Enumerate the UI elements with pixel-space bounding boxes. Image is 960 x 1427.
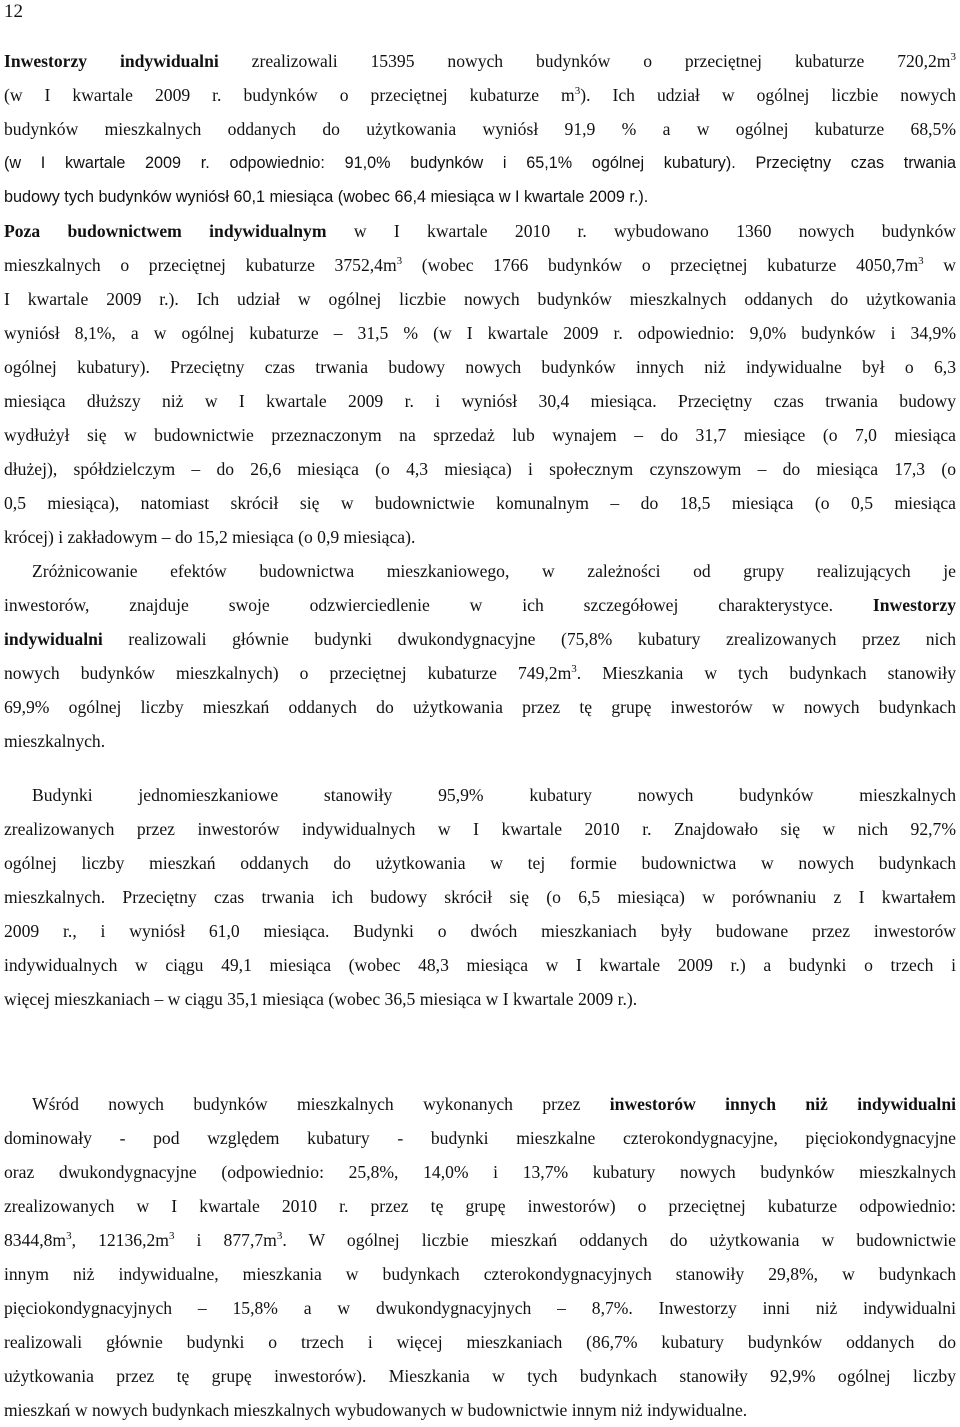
text-line (4, 350, 956, 384)
bold-term: indywidualni (4, 629, 103, 649)
text-run: zrealizowali 15395 nowych budynków o przeciętnej kubaturze 720,2m (218, 51, 951, 71)
text-line (4, 846, 956, 880)
text-run: budowy tych budynków wyniósł 60,1 miesiąca (wobec 66,4 miesiąca w I kwartale 2009 r.). (4, 188, 649, 206)
text-line (4, 1359, 956, 1393)
text-line (4, 180, 956, 214)
text-run: krócej) i zakładowym – do 15,2 miesiąca (o 0,9 miesiąca). (4, 527, 416, 547)
text-line (4, 418, 956, 452)
text-line (4, 1325, 956, 1359)
superscript: 3 (276, 1230, 283, 1242)
text-run: (w I kwartale 2009 r. budynków o przeciętnej kubaturze m (4, 85, 575, 105)
text-line (4, 982, 956, 1016)
text-run: budynków mieszkalnych oddanych do użytkowania wyniósł 91,9 % a w ogólnej kubaturze 68,5% (4, 119, 956, 139)
text-run: dłużej), spółdzielczym – do 26,6 miesiąca (o 4,3 miesiąca) i społecznym czynszowym – do miesiąca 17,3 (o (4, 459, 956, 479)
text-run: (w I kwartale 2009 r. odpowiednio: 91,0% budynków i 65,1% ogólnej kubatury). Przeciętny czas trwania (4, 154, 956, 172)
text-run: 0,5 miesiąca), natomiast skrócił się w budownictwie komunalnym – do 18,5 miesiąca (o 0,5 miesiąca (4, 493, 956, 513)
bold-term: Inwestorzy indywidualni (4, 51, 219, 71)
text-line (4, 880, 956, 914)
text-line (4, 1393, 956, 1427)
text-line (4, 622, 956, 656)
text-run: zrealizowanych w I kwartale 2010 r. przez tę grupę inwestorów) o przeciętnej kubaturze odpowiednio: (4, 1196, 956, 1216)
text-run: realizowali głównie budynki o trzech i więcej mieszkaniach (86,7% kubatury budynków oddanych do (4, 1332, 956, 1352)
text-run: wyniósł 8,1%, a w ogólnej kubaturze – 31,5 % (w I kwartale 2009 r. odpowiednio: 9,0% budynków i 34,9% (4, 323, 956, 343)
text-run: 69,9% ogólnej liczby mieszkań oddanych do użytkowania przez tę grupę inwestorów w nowych budynkach (4, 697, 956, 717)
paragraph-investor-groups (4, 554, 956, 758)
text-run: Budynki jednomieszkaniowe stanowiły 95,9% kubatury nowych budynków mieszkalnych (32, 785, 956, 805)
text-run: ogólnej liczby mieszkań oddanych do użytkowania w tej formie budownictwa w nowych budynkach (4, 853, 956, 873)
text-run: pięciokondygnacyjnych – 15,8% a w dwukondygnacyjnych – 8,7%. Inwestorzy inni niż indywidualni (4, 1298, 956, 1318)
text-line (4, 452, 956, 486)
text-line (4, 248, 956, 282)
text-run: w (923, 255, 956, 275)
text-run: . Mieszkania w tych budynkach stanowiły (576, 663, 956, 683)
text-run: . W ogólnej liczbie mieszkań oddanych do użytkowania w budownictwie (282, 1230, 956, 1250)
text-line (4, 78, 956, 112)
text-line (4, 1223, 956, 1257)
text-line (4, 588, 956, 622)
text-run: więcej mieszkaniach – w ciągu 35,1 miesiąca (wobec 36,5 miesiąca w I kwartale 2009 r.). (4, 989, 638, 1009)
text-run: ). Ich udział w ogólnej liczbie nowych (580, 85, 956, 105)
text-run: miesiąca dłuższy niż w I kwartale 2009 r. i wyniósł 30,4 miesiąca. Przeciętny czas trwania budowy (4, 391, 956, 411)
text-line (4, 1121, 956, 1155)
superscript: 3 (66, 1230, 72, 1242)
text-run: mieszkalnych. (4, 731, 106, 751)
text-run: w I kwartale 2010 r. wybudowano 1360 nowych budynków (326, 221, 956, 241)
bold-term: inwestorów innych niż indywidualni (609, 1094, 956, 1114)
text-line (4, 724, 956, 758)
text-line (4, 282, 956, 316)
paragraph-single-family (4, 778, 956, 1016)
text-line (4, 948, 956, 982)
superscript: 3 (571, 663, 577, 675)
text-line (4, 914, 956, 948)
superscript: 3 (918, 255, 924, 267)
text-run: dominowały - pod względem kubatury - budynki mieszkalne czterokondygnacyjne, pięciokondygnacyjne (4, 1128, 956, 1148)
text-run: oraz dwukondygnacyjne (odpowiednio: 25,8%, 14,0% i 13,7% kubatury nowych budynków mieszkalnych (4, 1162, 956, 1182)
text-run: mieszkalnych. Przeciętny czas trwania ich budowy skrócił się (o 6,5 miesiąca) w porównaniu z I kwartałem (4, 887, 956, 907)
text-run: 2009 r., i wyniósł 61,0 miesiąca. Budynki o dwóch mieszkaniach były budowane przez inwestorów (4, 921, 956, 941)
text-run: mieszkalnych o przeciętnej kubaturze 3752,4m (4, 255, 397, 275)
text-line (4, 778, 956, 812)
text-run: ogólnej kubatury). Przeciętny czas trwania budowy nowych budynków innych niż indywidualne był o 6,3 (4, 357, 956, 377)
text-line (4, 812, 956, 846)
text-run: Zróżnicowanie efektów budownictwa mieszkaniowego, w zależności od grupy realizujących je (32, 561, 956, 581)
text-run: zrealizowanych przez inwestorów indywidualnych w I kwartale 2010 r. Znajdowało się w nich 92,7% (4, 819, 956, 839)
superscript: 3 (396, 255, 403, 267)
text-run: inwestorów, znajduje swoje odzwierciedlenie w ich szczegółowej charakterystyce. (4, 595, 873, 615)
text-line (4, 690, 956, 724)
text-run: użytkowania przez tę grupę inwestorów). Mieszkania w tych budynkach stanowiły 92,9% ogólnej liczby (4, 1366, 956, 1386)
text-run: Wśród nowych budynków mieszkalnych wykonanych przez (32, 1094, 610, 1114)
text-run: innym niż indywidualne, mieszkania w budynkach czterokondygnacyjnych stanowiły 29,8%, w budynkach (4, 1264, 956, 1284)
paragraph-individual-investors (4, 44, 956, 554)
bold-term: Poza budownictwem indywidualnym (4, 221, 327, 241)
bold-term: Inwestorzy (872, 595, 956, 615)
text-run: wydłużył się w budownictwie przeznaczonym na sprzedaż lub wynajem – do 31,7 miesiące (o 7,0 miesiąca (4, 425, 956, 445)
paragraph-other-investors (4, 1087, 956, 1427)
text-line (4, 1291, 956, 1325)
text-line (4, 44, 956, 78)
text-run: I kwartale 2009 r.). Ich udział w ogólnej liczbie nowych budynków mieszkalnych oddanych do użytkowania (4, 289, 956, 309)
text-line (4, 1257, 956, 1291)
text-run: 8344,8m (4, 1230, 67, 1250)
text-line (4, 146, 956, 180)
superscript: 3 (950, 51, 956, 63)
text-run: , 12136,2m (71, 1230, 169, 1250)
text-line (4, 112, 956, 146)
text-line (4, 554, 956, 588)
superscript: 3 (574, 85, 581, 97)
text-run: (wobec 1766 budynków o przeciętnej kubaturze 4050,7m (402, 255, 919, 275)
text-run: indywidualnych w ciągu 49,1 miesiąca (wobec 48,3 miesiąca w I kwartale 2009 r.) a budynki o trzech i (4, 955, 956, 975)
text-line (4, 520, 956, 554)
text-run: mieszkań w nowych budynkach mieszkalnych wybudowanych w budownictwie innym niż indywidualne. (4, 1400, 748, 1420)
text-run: nowych budynków mieszkalnych) o przeciętnej kubaturze 749,2m (4, 663, 572, 683)
text-line (4, 486, 956, 520)
text-line (4, 384, 956, 418)
text-line (4, 1189, 956, 1223)
text-run: realizowali głównie budynki dwukondygnacyjne (75,8% kubatury zrealizowanych przez nich (102, 629, 956, 649)
text-line (4, 316, 956, 350)
text-line (4, 1087, 956, 1121)
text-line (4, 656, 956, 690)
page-number: 12 (4, 1, 23, 22)
superscript: 3 (168, 1230, 175, 1242)
text-run: i 877,7m (174, 1230, 277, 1250)
text-line (4, 1155, 956, 1189)
text-line (4, 214, 956, 248)
